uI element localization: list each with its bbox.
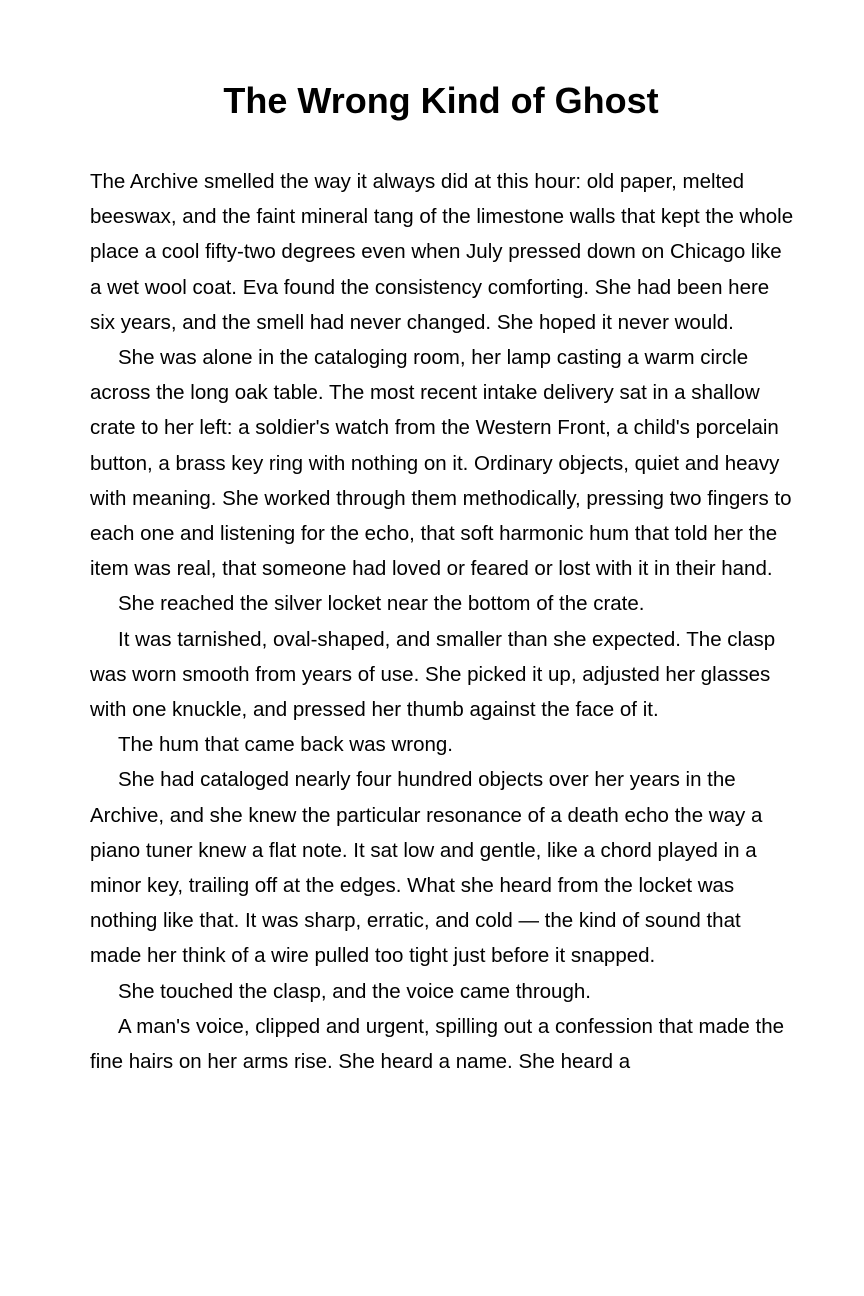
document-title: The Wrong Kind of Ghost xyxy=(223,80,659,121)
paragraph-6: She had cataloged nearly four hundred objects over her years in the Archive, and she knew the particular resonance of a death echo the way a piano tuner knew a flat note. It sat low and gentle, like a chord played in a minor key, trailing off at the edges. What she heard from the locket was nothing like that. It was sharp, erratic, and cold — the kind of sound that made her think of a wire pulled too tight just before it snapped. xyxy=(90,768,763,968)
paragraph-2: She was alone in the cataloging room, her lamp casting a warm circle across the long oak table. The most recent intake delivery sat in a shallow crate to her left: a soldier's watch from the Western Front, a child's porcelain button, a brass key ring with nothing on it. Ordinary objects, quiet and heavy with meaning. She worked through them methodically, pressing two fingers to each one and listening for the echo, that soft harmonic hum that told her the item was real, that someone had loved or feared or lost with it in their hand. xyxy=(90,346,792,581)
paragraph-5: The hum that came back was wrong. xyxy=(118,733,453,757)
story-body xyxy=(90,164,794,1079)
paragraph-3: She reached the silver locket near the bottom of the crate. xyxy=(118,592,645,616)
paragraph-1: The Archive smelled the way it always did at this hour: old paper, melted beeswax, and the faint mineral tang of the limestone walls that kept the whole place a cool fifty-two degrees even when July pressed down on Chicago like a wet wool coat. Eva found the consistency comforting. She had been here six years, and the smell had never changed. She hoped it never would. xyxy=(90,170,794,334)
paragraph-8: A man's voice, clipped and urgent, spilling out a confession that made the fine hairs on her arms rise. She heard a name. She heard a xyxy=(90,1014,785,1074)
paragraph-7: She touched the clasp, and the voice came through. xyxy=(118,979,591,1003)
paragraph-4: It was tarnished, oval-shaped, and smaller than she expected. The clasp was worn smooth from years of use. She picked it up, adjusted her glasses with one knuckle, and pressed her thumb against the face of it. xyxy=(90,627,776,722)
